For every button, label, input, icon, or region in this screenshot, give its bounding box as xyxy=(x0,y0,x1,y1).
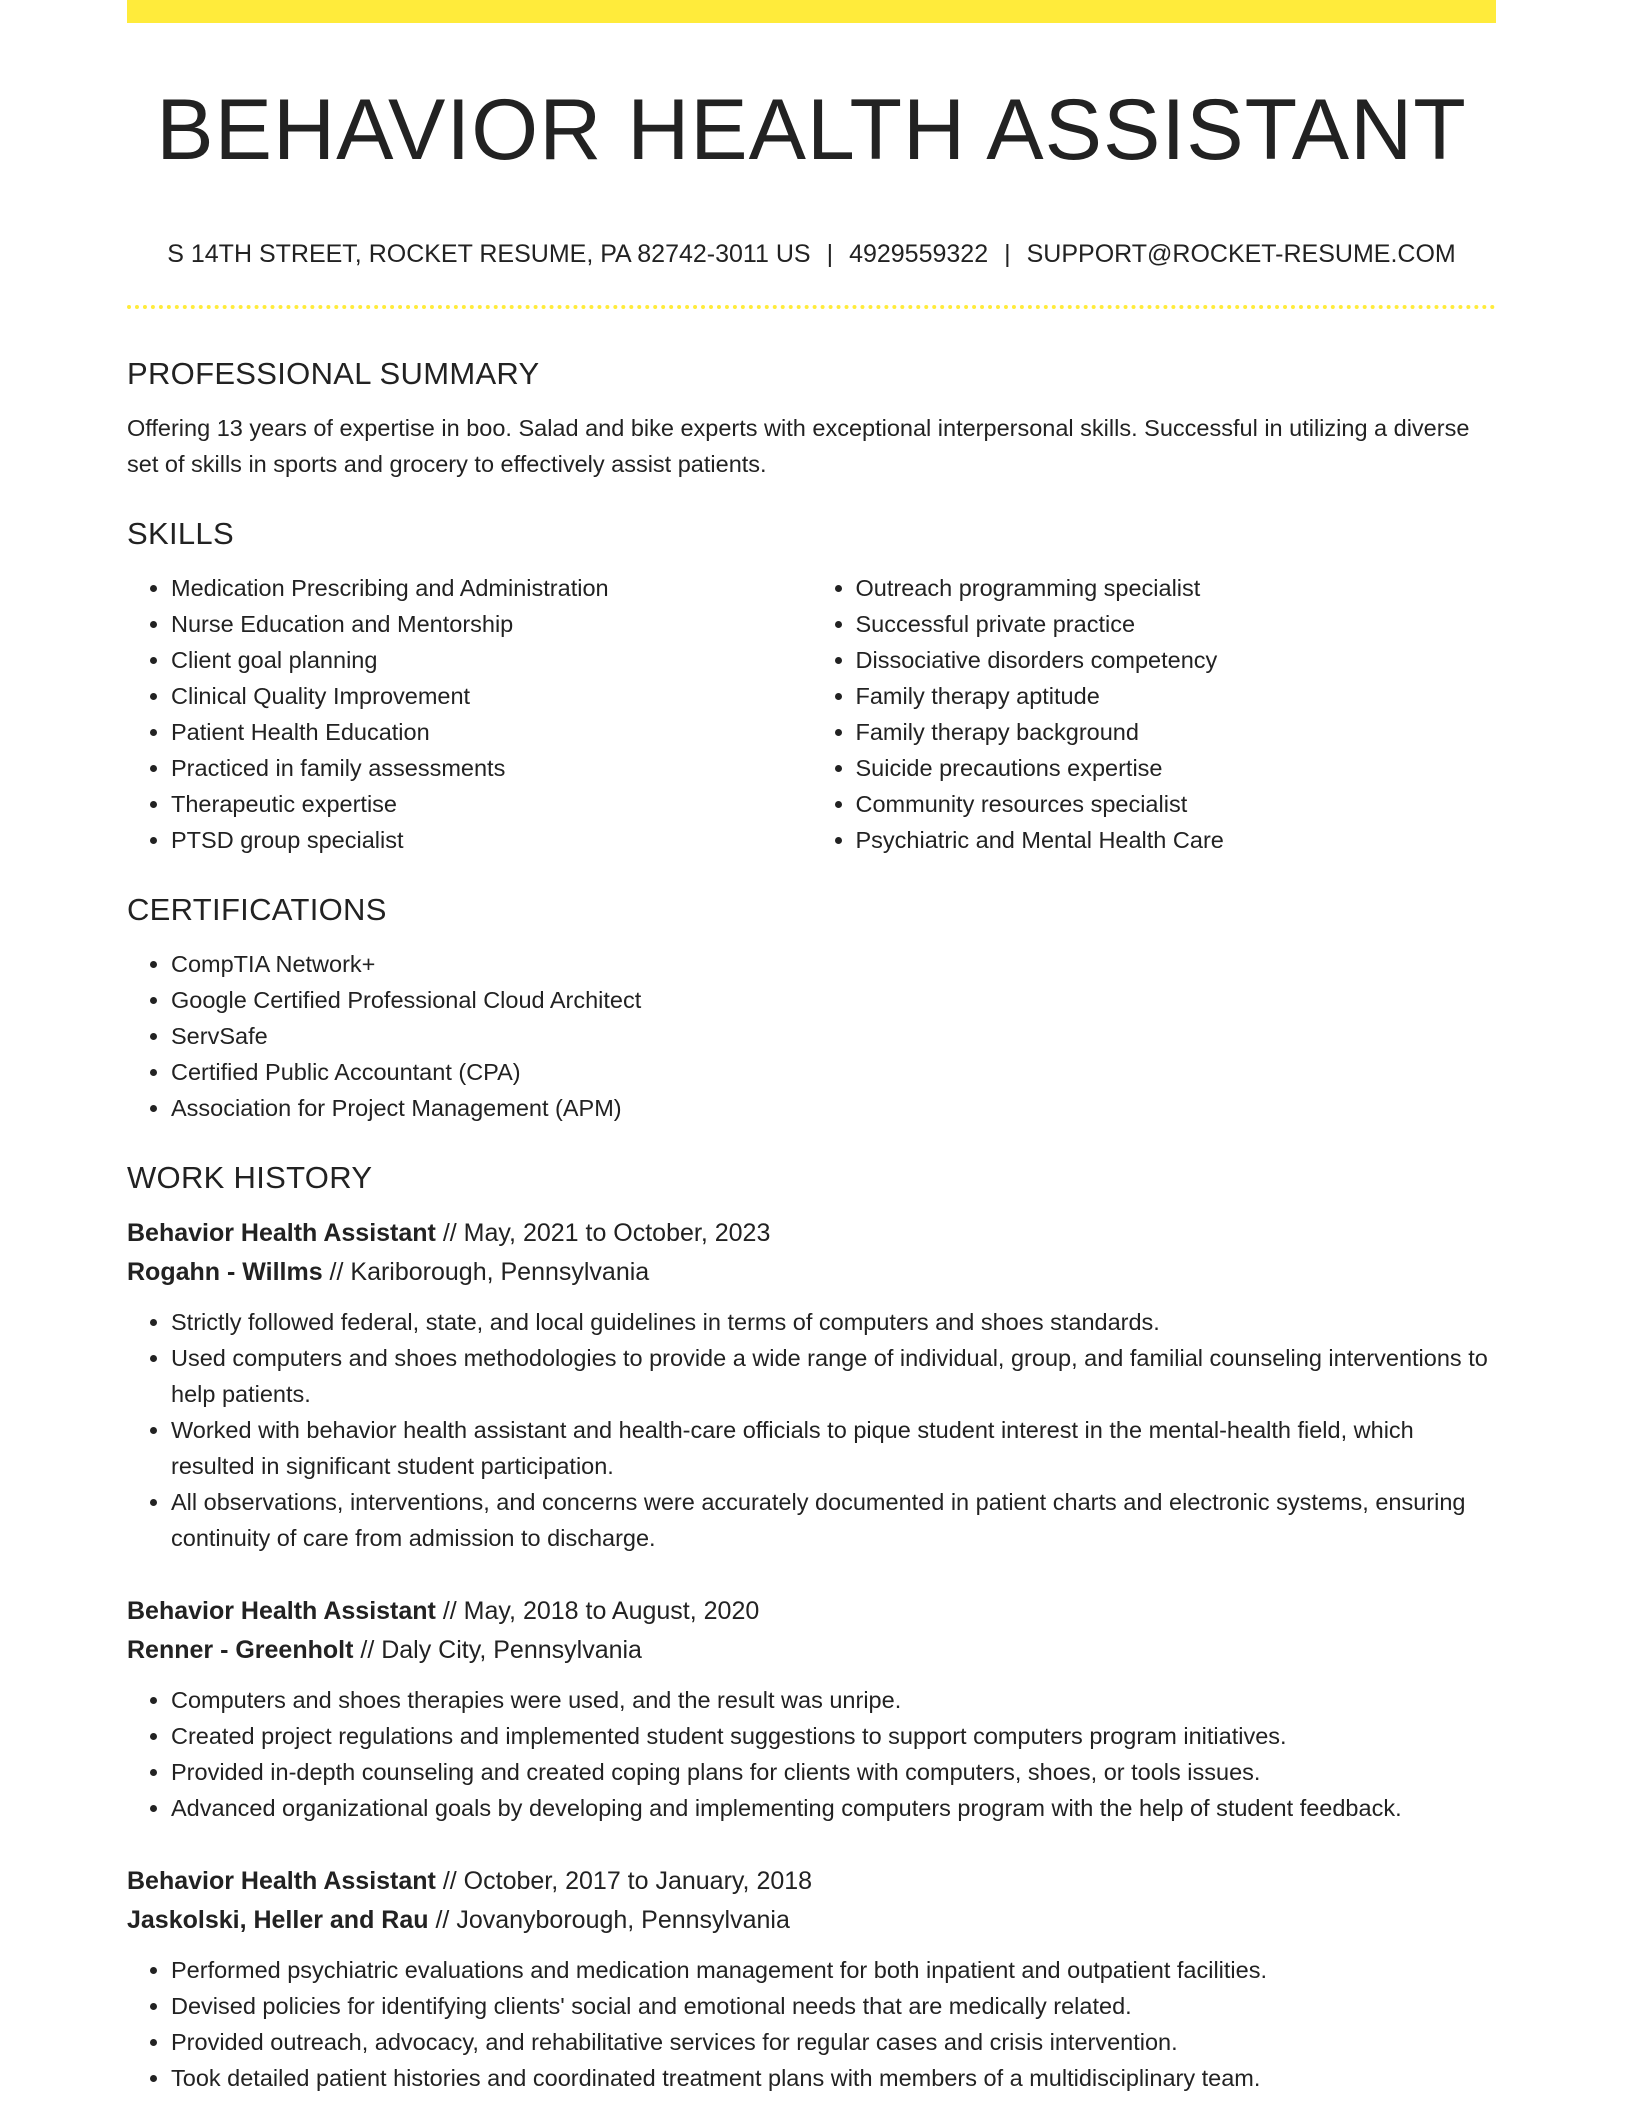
job-role: Behavior Health Assistant xyxy=(127,1867,436,1895)
skill-item: • Successful private practice xyxy=(856,606,1497,642)
job-location: // Jovanyborough, Pennsylvania xyxy=(428,1906,790,1934)
skill-item: • Client goal planning xyxy=(171,642,812,678)
skill-item: • Outreach programming specialist xyxy=(856,570,1497,606)
job-bullets xyxy=(127,1682,1496,1826)
skill-item: • Community resources specialist xyxy=(856,786,1497,822)
job-role: Behavior Health Assistant xyxy=(127,1219,436,1247)
header-divider xyxy=(127,305,1496,309)
section-title: SKILLS xyxy=(127,516,234,551)
work-history-section xyxy=(127,1156,1496,2096)
job-bullets xyxy=(127,1952,1496,2096)
contact-line xyxy=(127,236,1496,272)
summary-section xyxy=(127,352,1496,482)
job-bullet: • Provided in-depth counseling and created coping plans for clients with computers, shoes, or tools issues. xyxy=(171,1754,1496,1790)
job-role: Behavior Health Assistant xyxy=(127,1597,436,1625)
skill-item: • Nurse Education and Mentorship xyxy=(171,606,812,642)
job-entry xyxy=(127,1862,1496,2096)
skill-item: • Clinical Quality Improvement xyxy=(171,678,812,714)
skill-item: • Medication Prescribing and Administration xyxy=(171,570,812,606)
section-title: CERTIFICATIONS xyxy=(127,892,387,927)
certifications-list xyxy=(127,946,1496,1126)
job-location: // Daly City, Pennsylvania xyxy=(353,1636,642,1664)
skill-item: • Practiced in family assessments xyxy=(171,750,812,786)
skill-item: • Patient Health Education xyxy=(171,714,812,750)
skill-item: • Dissociative disorders competency xyxy=(856,642,1497,678)
job-bullet: • Advanced organizational goals by developing and implementing computers program with the help of student feedback. xyxy=(171,1790,1496,1826)
resume-content xyxy=(127,352,1496,2096)
job-bullet: • All observations, interventions, and concerns were accurately documented in patient charts and electronic systems, ensuring continuity of care from admission to discharge. xyxy=(171,1484,1496,1556)
contact-separator: | xyxy=(826,240,834,268)
job-dates: // October, 2017 to January, 2018 xyxy=(435,1867,813,1895)
job-dates: // May, 2018 to August, 2020 xyxy=(435,1597,760,1625)
job-location: // Kariborough, Pennsylvania xyxy=(322,1258,650,1286)
job-company: Rogahn - Willms xyxy=(127,1258,323,1286)
summary-text: Offering 13 years of expertise in boo. Salad and bike experts with exceptional interpersonal skills. Successful in utilizing a diverse set of skills in sports and grocery to effectively assist patients. xyxy=(127,415,1470,477)
certification-item: • Association for Project Management (APM) xyxy=(171,1090,1496,1126)
contact-phone: 4929559322 xyxy=(849,240,989,268)
job-bullet: • Worked with behavior health assistant and health-care officials to pique student interest in the mental-health field, which resulted in significant student participation. xyxy=(171,1412,1496,1484)
job-bullet: • Computers and shoes therapies were used, and the result was unripe. xyxy=(171,1682,1496,1718)
section-title: PROFESSIONAL SUMMARY xyxy=(127,356,540,391)
skill-item: • Family therapy aptitude xyxy=(856,678,1497,714)
certification-item: • ServSafe xyxy=(171,1018,1496,1054)
job-company-line xyxy=(127,1901,1496,1940)
job-title-line xyxy=(127,1592,1496,1631)
section-title: WORK HISTORY xyxy=(127,1160,373,1195)
skill-item: • Psychiatric and Mental Health Care xyxy=(856,822,1497,858)
job-bullet: • Took detailed patient histories and coordinated treatment plans with members of a multidisciplinary team. xyxy=(171,2060,1496,2096)
job-company: Renner - Greenholt xyxy=(127,1636,354,1664)
skills-columns xyxy=(127,570,1496,858)
skill-item: • PTSD group specialist xyxy=(171,822,812,858)
skill-item: • Therapeutic expertise xyxy=(171,786,812,822)
certification-item: • Certified Public Accountant (CPA) xyxy=(171,1054,1496,1090)
job-bullet: • Used computers and shoes methodologies to provide a wide range of individual, group, and familial counseling interventions to help patients. xyxy=(171,1340,1496,1412)
contact-address: S 14TH STREET, ROCKET RESUME, PA 82742-3011 US xyxy=(167,240,811,268)
job-entry xyxy=(127,1214,1496,1556)
certification-item: • Google Certified Professional Cloud Architect xyxy=(171,982,1496,1018)
job-company-line xyxy=(127,1631,1496,1670)
resume-name: BEHAVIOR HEALTH ASSISTANT xyxy=(156,82,1467,178)
job-bullet: • Devised policies for identifying clients' social and emotional needs that are medically related. xyxy=(171,1988,1496,2024)
job-bullet: • Strictly followed federal, state, and local guidelines in terms of computers and shoes standards. xyxy=(171,1304,1496,1340)
skills-list-right xyxy=(812,570,1497,858)
job-bullets xyxy=(127,1304,1496,1556)
job-entry xyxy=(127,1592,1496,1826)
certifications-section xyxy=(127,888,1496,1126)
job-company: Jaskolski, Heller and Rau xyxy=(127,1906,429,1934)
job-title-line xyxy=(127,1214,1496,1253)
certification-item: • CompTIA Network+ xyxy=(171,946,1496,982)
accent-bar xyxy=(127,0,1496,23)
job-bullet: • Created project regulations and implemented student suggestions to support computers program initiatives. xyxy=(171,1718,1496,1754)
job-company-line xyxy=(127,1253,1496,1292)
skill-item: • Family therapy background xyxy=(856,714,1497,750)
skills-list-left xyxy=(127,570,812,858)
contact-separator: | xyxy=(1004,240,1011,268)
job-bullet: • Provided outreach, advocacy, and rehabilitative services for regular cases and crisis intervention. xyxy=(171,2024,1496,2060)
skill-item: • Suicide precautions expertise xyxy=(856,750,1497,786)
contact-email: SUPPORT@ROCKET-RESUME.COM xyxy=(1026,240,1456,268)
job-dates: // May, 2021 to October, 2023 xyxy=(435,1219,771,1247)
skills-section xyxy=(127,512,1496,858)
job-title-line xyxy=(127,1862,1496,1901)
job-bullet: • Performed psychiatric evaluations and medication management for both inpatient and outpatient facilities. xyxy=(171,1952,1496,1988)
